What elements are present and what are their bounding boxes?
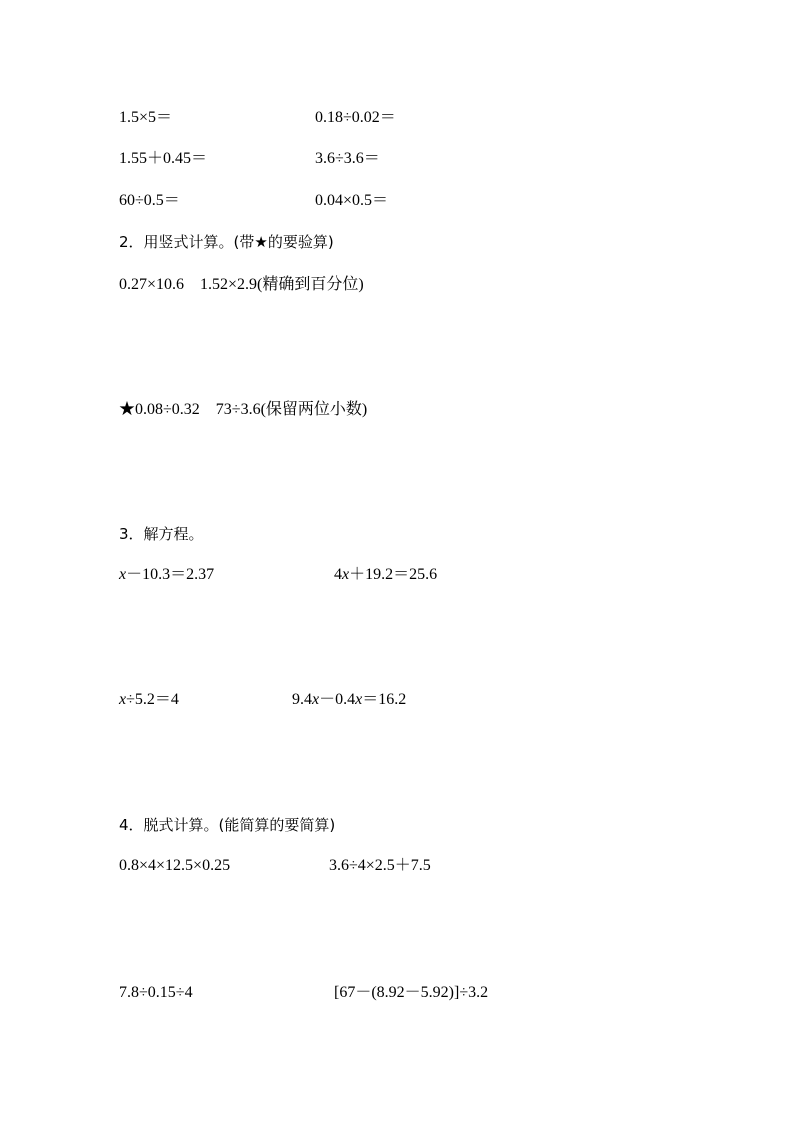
variable-x: x bbox=[119, 691, 127, 708]
equation bbox=[334, 565, 437, 585]
equation-text: －0.4 bbox=[319, 691, 356, 708]
variable-x: x bbox=[312, 691, 320, 708]
oral-calc-item: 0.04×0.5＝ bbox=[315, 192, 389, 209]
equation-text: 4 bbox=[334, 566, 342, 583]
variable-x: x bbox=[119, 566, 127, 583]
equation-text: ÷5.2＝4 bbox=[126, 691, 179, 708]
vertical-calc-row: 0.27×10.6 1.52×2.9(精确到百分位) bbox=[119, 276, 364, 293]
oral-calc-item: 1.5×5＝ bbox=[119, 109, 173, 126]
equation bbox=[119, 565, 214, 585]
vertical-calc-row: ★0.08÷0.32 73÷3.6(保留两位小数) bbox=[119, 401, 368, 418]
step-calc-item: 3.6÷4×2.5＋7.5 bbox=[329, 857, 431, 874]
equation bbox=[292, 690, 406, 710]
equation-text: 9.4 bbox=[292, 691, 312, 708]
variable-x: x bbox=[355, 691, 363, 708]
step-calc-item: [67－(8.92－5.92)]÷3.2 bbox=[334, 984, 489, 1001]
equation bbox=[119, 690, 179, 710]
section-heading-vertical-calc: 2．用竖式计算。(带★的要验算) bbox=[119, 233, 334, 251]
equation-text: ＝16.2 bbox=[362, 691, 407, 708]
step-calc-item: 0.8×4×12.5×0.25 bbox=[119, 857, 231, 874]
section-heading-step-calc: 4．脱式计算。(能简算的要简算) bbox=[119, 816, 336, 834]
section-heading-equations: 3．解方程。 bbox=[119, 525, 204, 543]
equation-text: －10.3＝2.37 bbox=[126, 566, 215, 583]
equation-text: ＋19.2＝25.6 bbox=[349, 566, 438, 583]
oral-calc-item: 0.18÷0.02＝ bbox=[315, 109, 396, 126]
oral-calc-item: 1.55＋0.45＝ bbox=[119, 150, 208, 167]
variable-x: x bbox=[342, 566, 350, 583]
oral-calc-item: 3.6÷3.6＝ bbox=[315, 150, 380, 167]
oral-calc-item: 60÷0.5＝ bbox=[119, 192, 180, 209]
step-calc-item: 7.8÷0.15÷4 bbox=[119, 984, 193, 1001]
